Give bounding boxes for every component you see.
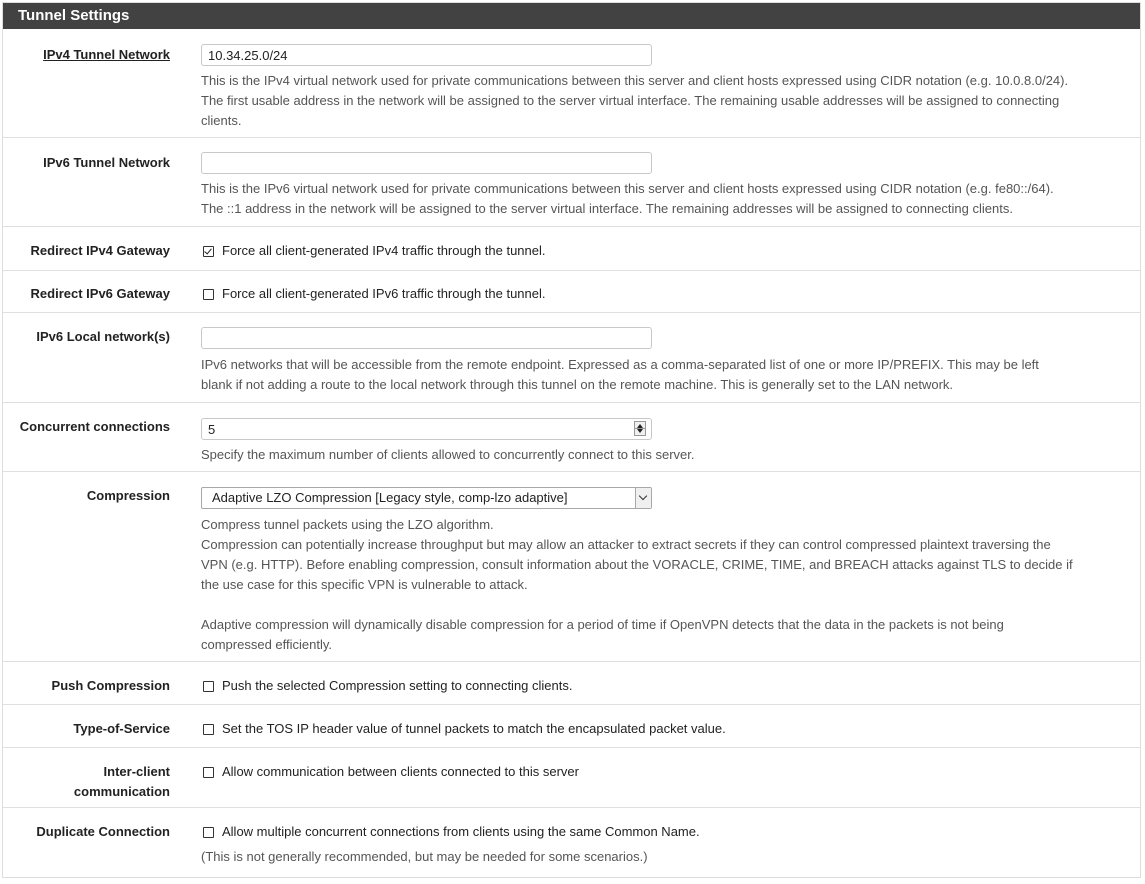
ipv4-tunnel-network-row <box>3 29 1140 138</box>
type-of-service-label: Type-of-Service <box>73 721 170 736</box>
compression-select[interactable] <box>201 487 652 509</box>
compression-label: Compression <box>86 488 170 503</box>
ipv6-tunnel-network-label: IPv6 Tunnel Network <box>43 155 170 170</box>
duplicate-connection-row <box>3 808 1140 878</box>
spinner-down-icon[interactable] <box>637 429 643 433</box>
tunnel-settings-panel <box>2 2 1141 878</box>
redirect-ipv6-gateway-text: Force all client-generated IPv6 traffic through the tunnel. <box>222 286 546 301</box>
inter-client-communication-label: Inter-client communication <box>73 764 170 799</box>
push-compression-label: Push Compression <box>51 678 170 693</box>
concurrent-connections-label: Concurrent connections <box>19 419 170 434</box>
redirect-ipv4-gateway-label: Redirect IPv4 Gateway <box>30 243 170 258</box>
push-compression-checkbox[interactable] <box>203 681 214 692</box>
inter-client-communication-text: Allow communication between clients connected to this server <box>222 764 579 779</box>
ipv6-tunnel-network-help: This is the IPv6 virtual network used for private communications between this server and client hosts expressed using CIDR notation (e.g. fe80::/64). The ::1 address in the network will be assigned to the server virtual interface. The remaining addresses will be assigned to connecting clients. <box>201 181 1054 216</box>
ipv6-local-networks-input[interactable] <box>201 327 652 349</box>
duplicate-connection-text: Allow multiple concurrent connections from clients using the same Common Name. <box>222 824 700 839</box>
ipv6-local-networks-row <box>3 313 1140 403</box>
duplicate-connection-label: Duplicate Connection <box>36 824 170 839</box>
concurrent-connections-row <box>3 403 1140 472</box>
ipv4-tunnel-network-help: This is the IPv4 virtual network used for private communications between this server and client hosts expressed using CIDR notation (e.g. 10.0.8.0/24). The first usable address in the network will be assigned to the server virtual interface. The remaining usable addresses will be assigned to connecting clients. <box>201 73 1069 128</box>
ipv6-tunnel-network-input[interactable] <box>201 152 652 174</box>
ipv6-local-networks-label: IPv6 Local network(s) <box>36 329 170 344</box>
number-spinner[interactable] <box>634 421 646 436</box>
redirect-ipv4-gateway-row <box>3 227 1140 271</box>
concurrent-connections-help: Specify the maximum number of clients allowed to concurrently connect to this server. <box>201 447 695 462</box>
redirect-ipv6-gateway-row <box>3 271 1140 313</box>
redirect-ipv6-gateway-label: Redirect IPv6 Gateway <box>30 286 170 301</box>
duplicate-connection-help: (This is not generally recommended, but may be needed for some scenarios.) <box>201 849 648 864</box>
redirect-ipv4-gateway-text: Force all client-generated IPv4 traffic through the tunnel. <box>222 243 546 258</box>
ipv6-tunnel-network-row <box>3 138 1140 227</box>
concurrent-connections-input[interactable] <box>201 418 652 440</box>
compression-help: Compress tunnel packets using the LZO algorithm. Compression can potentially increase throughput but may allow an attacker to extract secrets if they can control compressed plaintext traversing the VPN (e.g. HTTP). Before enabling compression, consult information about the VORACLE, CRIME, TIME, and BREACH attacks against TLS to decide if the use case for this specific VPN is vulnerable to attack. Adaptive compression will dynamically disable compression for a period of time if OpenVPN detects that the data in the packets is not being compressed efficiently. <box>201 517 1073 652</box>
redirect-ipv4-gateway-checkbox[interactable] <box>203 246 214 257</box>
type-of-service-checkbox[interactable] <box>203 724 214 735</box>
chevron-down-icon[interactable] <box>635 488 651 508</box>
push-compression-text: Push the selected Compression setting to connecting clients. <box>222 678 573 693</box>
panel-title: Tunnel Settings <box>3 3 1140 29</box>
ipv4-tunnel-network-input[interactable] <box>201 44 652 66</box>
ipv4-tunnel-network-label[interactable]: IPv4 Tunnel Network <box>43 47 170 62</box>
compression-selected-value: Adaptive LZO Compression [Legacy style, comp-lzo adaptive] <box>212 490 568 505</box>
type-of-service-text: Set the TOS IP header value of tunnel packets to match the encapsulated packet value. <box>222 721 726 736</box>
push-compression-row <box>3 662 1140 705</box>
ipv6-local-networks-help: IPv6 networks that will be accessible from the remote endpoint. Expressed as a comma-separated list of one or more IP/PREFIX. This may be left blank if not adding a route to the local network through this tunnel on the remote machine. This is generally set to the LAN network. <box>201 357 1039 392</box>
type-of-service-row <box>3 705 1140 748</box>
duplicate-connection-checkbox[interactable] <box>203 827 214 838</box>
inter-client-communication-row <box>3 748 1140 808</box>
inter-client-communication-checkbox[interactable] <box>203 767 214 778</box>
redirect-ipv6-gateway-checkbox[interactable] <box>203 289 214 300</box>
compression-row <box>3 472 1140 662</box>
